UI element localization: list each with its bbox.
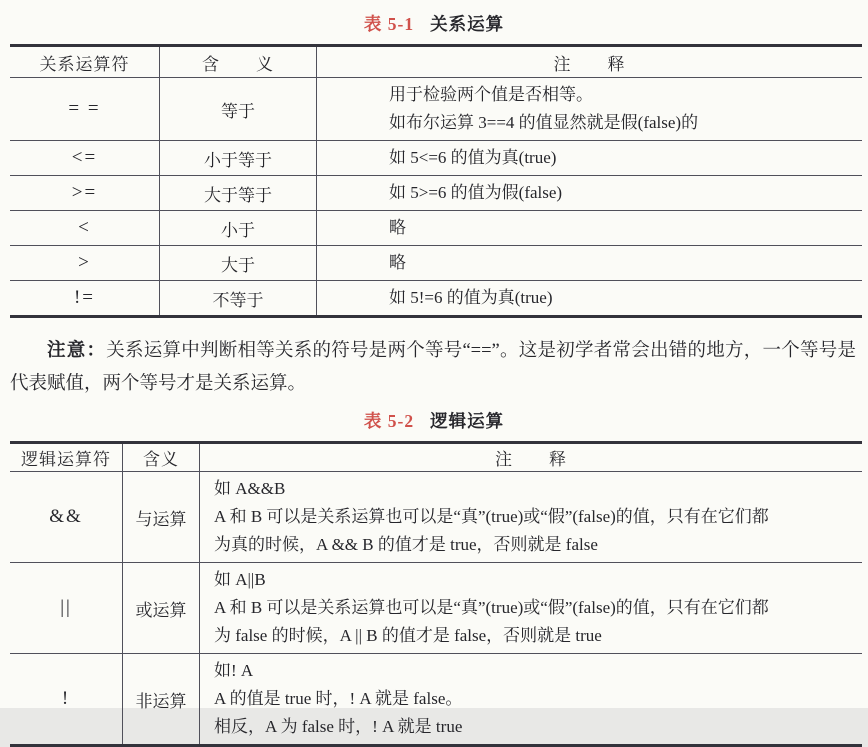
remark-line: 如布尔运算 3==4 的值显然就是假(false)的: [389, 113, 699, 132]
operator-cell: ||: [10, 563, 123, 653]
remark-line: 为 false 的时候，A || B 的值才是 false，否则就是 true: [214, 626, 602, 645]
table-5-1-caption-title: 关系运算: [430, 14, 505, 34]
table-header-row: [10, 47, 862, 77]
table-relational-operators: [10, 44, 862, 318]
remark-line: 用于检验两个值是否相等。: [389, 85, 593, 104]
header-remark: 注 释: [495, 450, 567, 469]
meaning-cell: 与运算: [123, 472, 200, 562]
remark-line: 如! A: [214, 661, 254, 680]
remark-cell: [317, 141, 862, 175]
operator-cell: <: [10, 211, 160, 245]
operator-cell: = =: [10, 78, 160, 140]
note-label: 注意：: [47, 341, 107, 361]
remark-line: 如 5>=6 的值为假(false): [389, 183, 563, 202]
operator-cell: >=: [10, 176, 160, 210]
remark-line: 如 5<=6 的值为真(true): [389, 148, 557, 167]
table-5-1-caption-number: 表 5-1: [363, 14, 415, 34]
table-5-1-caption: [0, 0, 868, 37]
remark-line: A 和 B 可以是关系运算也可以是“真”(true)或“假”(false)的值，只有在它们都: [214, 598, 769, 617]
remark-cell: [317, 78, 862, 140]
remark-cell: [317, 281, 862, 315]
table-row: [10, 280, 862, 315]
remark-cell: [317, 211, 862, 245]
meaning-cell: 小于: [160, 211, 317, 245]
header-meaning: 含 义: [160, 47, 317, 77]
header-operator: 逻辑运算符: [10, 444, 123, 471]
meaning-cell: 或运算: [123, 563, 200, 653]
table-row: [10, 471, 862, 562]
operator-cell: &&: [10, 472, 123, 562]
table-row: [10, 245, 862, 280]
table-row: [10, 175, 862, 210]
table-5-2-caption-title: 逻辑运算: [430, 411, 505, 431]
table-logical-operators: [10, 441, 862, 747]
remark-cell: [200, 654, 862, 744]
header-operator: 关系运算符: [10, 47, 160, 77]
meaning-cell: 等于: [160, 78, 317, 140]
remark-line: 略: [389, 253, 406, 272]
meaning-cell: 大于: [160, 246, 317, 280]
table-row: [10, 140, 862, 175]
header-remark: 注 释: [553, 54, 626, 74]
remark-line: 如 5!=6 的值为真(true): [389, 288, 553, 307]
note-paragraph: [10, 335, 856, 401]
table-row: [10, 653, 862, 744]
table-row: [10, 562, 862, 653]
table-row: [10, 77, 862, 140]
meaning-cell: 非运算: [123, 654, 200, 744]
remark-line: 如 A||B: [214, 570, 266, 589]
header-meaning: 含义: [123, 444, 200, 471]
remark-line: 如 A&&B: [214, 479, 286, 498]
remark-line: A 和 B 可以是关系运算也可以是“真”(true)或“假”(false)的值，只有在它们都: [214, 507, 769, 526]
remark-line: 略: [389, 218, 406, 237]
remark-line: 为真的时候，A && B 的值才是 true，否则就是 false: [214, 535, 598, 554]
meaning-cell: 不等于: [160, 281, 317, 315]
remark-cell: [317, 246, 862, 280]
table-5-2-caption: [0, 408, 868, 434]
operator-cell: <=: [10, 141, 160, 175]
meaning-cell: 大于等于: [160, 176, 317, 210]
note-text: 关系运算中判断相等关系的符号是两个等号“==”。这是初学者常会出错的地方，一个等号是代表赋值，两个等号才是关系运算。: [10, 341, 856, 394]
remark-line: A 的值是 true 时，! A 就是 false。: [214, 689, 463, 708]
operator-cell: !: [10, 654, 123, 744]
table-5-2-caption-number: 表 5-2: [363, 411, 415, 431]
table-row: [10, 210, 862, 245]
operator-cell: !=: [10, 281, 160, 315]
meaning-cell: 小于等于: [160, 141, 317, 175]
remark-cell: [317, 176, 862, 210]
remark-cell: [200, 472, 862, 562]
remark-line: 相反，A 为 false 时，! A 就是 true: [214, 717, 463, 736]
operator-cell: >: [10, 246, 160, 280]
table-header-row: [10, 444, 862, 471]
remark-cell: [200, 563, 862, 653]
